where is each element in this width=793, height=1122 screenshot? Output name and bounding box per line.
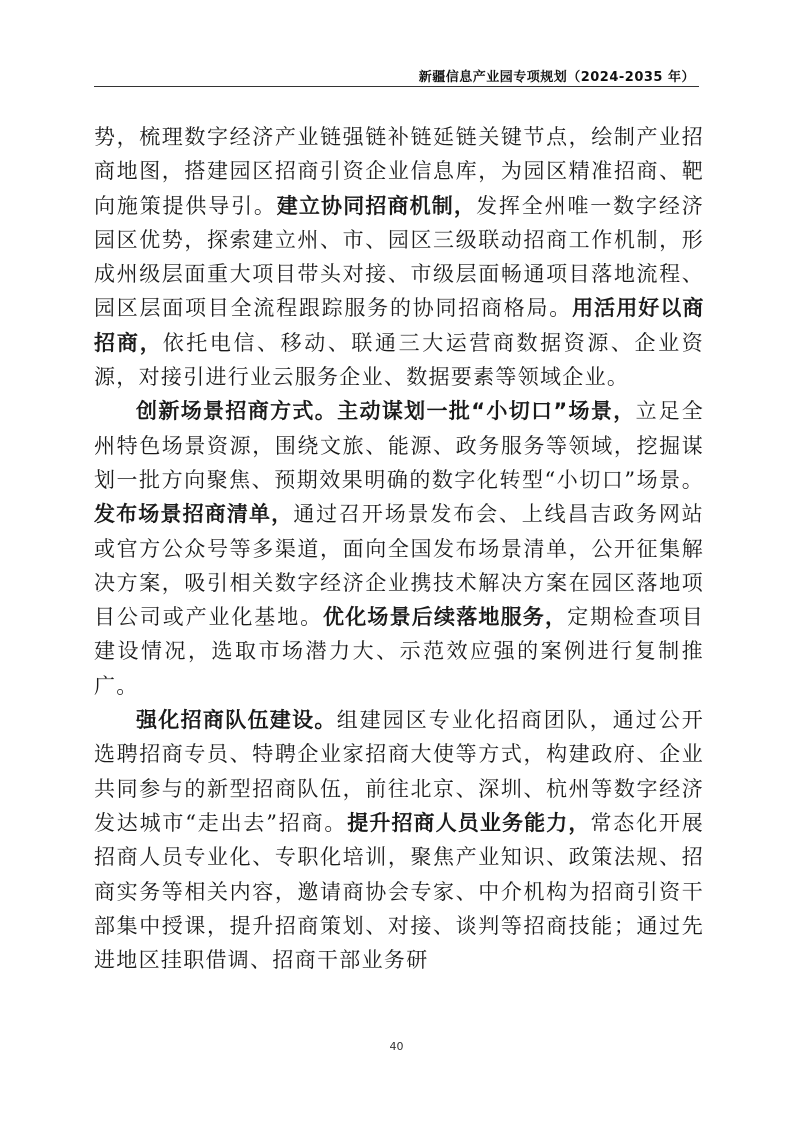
text-run: 势，梳理数字经济产业链强链补链延链关键节点，绘制产业招商地图，搭建园区招商引资企业信息库，为园区精准招商、靶向施策提供导引。: [94, 125, 704, 218]
text-run: 发挥全州唯一数字经济园区优势，探索建立州、市、园区三级联动招商工作机制，形成州级层面重大项目带头对接、市级层面畅通项目落地流程、园区层面项目全流程跟踪服务的协同招商格局。: [94, 193, 704, 321]
text-run: 依托电信、移动、联通三大运营商数据资源、企业资源，对接引进行业云服务企业、数据要素等领域企业。: [94, 330, 704, 390]
bold-heading: 强化招商队伍建设。: [136, 708, 337, 733]
bold-heading: 优化场景后续落地服务，: [323, 605, 568, 630]
text-run: 通过召开场景发布会、上线昌吉政务网站或官方公众号等多渠道，面向全国发布场景清单，公开征集解决方案，吸引相关数字经济企业携技术解决方案在园区落地项目公司或产业化基地。: [94, 502, 704, 630]
body-text: [94, 120, 704, 977]
bold-heading: 提升招商人员业务能力，: [347, 810, 591, 835]
bold-heading: 建立协同招商机制，: [276, 193, 477, 218]
paragraph-1: [94, 120, 704, 394]
paragraph-3: [94, 703, 704, 977]
text-run: 常态化开展招商人员专业化、专职化培训，聚焦产业知识、政策法规、招商实务等相关内容，邀请商协会专家、中介机构为招商引资干部集中授课，提升招商策划、对接、谈判等招商技能；通过先进地区挂职借调、招商干部业务研: [94, 810, 704, 973]
paragraph-2: [94, 394, 704, 703]
bold-heading: 用活用好以商招商，: [94, 296, 704, 355]
text-run: 组建园区专业化招商团队，通过公开选聘招商专员、特聘企业家招商大使等方式，构建政府、企业共同参与的新型招商队伍，前往北京、深圳、杭州等数字经济发达城市“走出去”招商。: [94, 708, 704, 835]
page-number: 40: [389, 1040, 404, 1053]
text-run: 定期检查项目建设情况，选取市场潜力大、示范效应强的案例进行复制推广。: [94, 605, 704, 698]
header-title: 新疆信息产业园专项规划（2024-2035 年）: [418, 70, 695, 85]
bold-heading: 发布场景招商清单，: [94, 502, 294, 527]
page-header: [94, 64, 699, 87]
bold-heading: 创新场景招商方式。主动谋划一批“小切口”场景，: [136, 399, 636, 424]
text-run: 立足全州特色场景资源，围绕文旅、能源、政务服务等领域，挖掘谋划一批方向聚焦、预期效果明确的数字化转型“小切口”场景。: [94, 399, 704, 492]
